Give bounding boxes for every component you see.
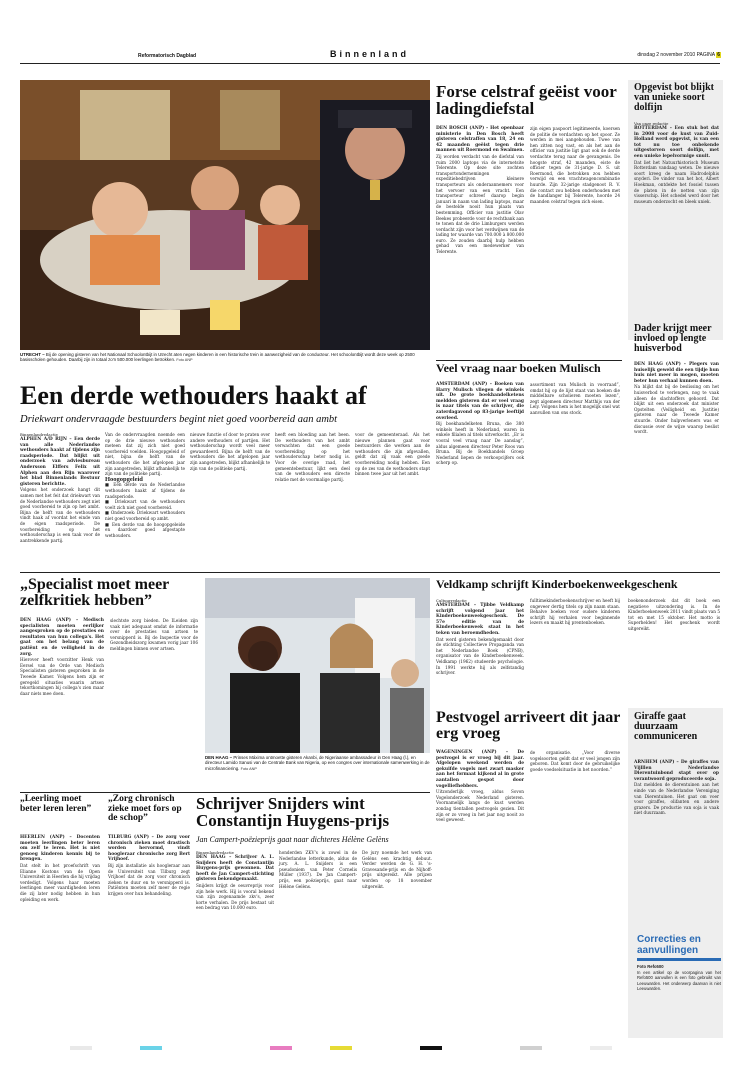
- print-swatch: [520, 1046, 542, 1050]
- corrections-text: [637, 964, 721, 992]
- leerlingen-body: Dat stelt in het proefschrift van Elianne Kostons van de Open Universiteit in Heerlen die hij vrijdag verdedigt. Volgens haar moeten leerlingen meer vaardigheden leren die zij later nodig hebben in hun opleiding en werk.: [20, 862, 100, 902]
- opgevist-body: Dat liet het Natuurhistorisch Museum Rotterdam vandaag weten. De nieuwe soort kreeg de naam Hadrodelphis snyderi. De vinder van het bot, Albert Hoekman, ontdekte het fossiel tussen de platen in de netten van zijn visserschip. Het schedel werd door het museum onderzocht en bleek uniek.: [634, 159, 719, 204]
- snijders-col1: [196, 850, 274, 911]
- header-date: dinsdag 2 november 2010: [637, 52, 696, 58]
- opgevist-source: Van onze redactie: [634, 121, 669, 126]
- print-swatch: [70, 1046, 92, 1050]
- mulisch-col1: [436, 382, 524, 466]
- pestvogel-body2: de organisatie. „Voor diverse vogelsoorten geldt dat er veel jongen zijn geboren. Dat komt door de gebruikelijke goede voedselsituatie in het noorden.”: [530, 750, 620, 772]
- caption-lead: UTRECHT –: [20, 352, 45, 357]
- print-swatch: [330, 1046, 352, 1050]
- giraffe-body: Dat meldden de dierentuinen aan het einde van de Nederlandse Vereniging van Dierentuinen. Het gaat om voer voor giraffes, olifanten en andere grazers. De productie van soja is vaak niet duurzaam.: [634, 782, 719, 816]
- pestvogel-headline: Pestvogel arriveert dit jaar erg vroeg: [436, 709, 621, 742]
- middle-photo-caption: [205, 755, 430, 772]
- wethouders-col2: [105, 432, 185, 538]
- veldkamp-body2: fulltimekinderboekenschrijver en heeft bij ongeveer dertig titels op zijn naam staan. Behalve boeken voor oudere kinderen schrijft hij verhalen voor beginnende lezers en maakt hij prentenboeken.: [530, 598, 620, 626]
- mulisch-headline: Veel vraag naar boeken Mulisch: [436, 361, 601, 375]
- forse-article-col1: [436, 126, 524, 255]
- opgevist-lead: ROTTERDAM – Een stuk bot dat in 2008 voor de kust van Zuid-Holland werd opgevist, is van een tot nu toe onbekende uitgestorven soort dolfijn, met een unieke lepelvormige snuit.: [634, 126, 719, 159]
- section-title: Binnenland: [330, 49, 409, 59]
- snijders-body2: honderden ZKV's is zowel in de Nederlandse letterkunde, aldus de jury. A. L. Snijders is een pseudoniem van Peter Cornelis Müller (1937). De Jan Campert-prijs, een poëzieprijs, gaat naar Hélène Gelèns.: [279, 850, 357, 889]
- page-label: PAGINA: [696, 52, 715, 58]
- snijders-col2: [279, 850, 357, 889]
- veldkamp-col1: [436, 598, 524, 676]
- snijders-body3: De jury noemde het werk van Gelèns een krachtig debuut. Verder werden de G. H. 's-Gravesande-prijs en de Nijhoff-prijs uitgereikt. Alle prijzen worden op 18 november uitgereikt.: [362, 850, 432, 889]
- wethouders-headline: Een derde wethouders haakt af: [20, 381, 367, 410]
- zorg-body: Bij zijn installatie als hoogleraar aan de Universiteit van Tilburg zegt Vrijhoef dat de zorg voor chronisch zieken te duur en te versnipperd is. Patiënten moeten zelf meer de regie krijgen over hun behandeling.: [108, 862, 190, 896]
- mulisch-col2: [530, 382, 620, 416]
- wethouders-bullets: [105, 482, 185, 538]
- pestvogel-col1: [436, 750, 524, 823]
- forse-lead: DEN BOSCH (ANP) – Het openbaar ministerie in Den Bosch heeft gisteren celstraffen van 18, 24 en 42 maanden geëist tegen drie mannen uit Roermond en Swalmen.: [436, 126, 524, 154]
- page-number: 6: [717, 52, 720, 58]
- specialist-body2: slechtste zorg bieden. De ILeiden zijn vaak niet adequaat omdat de informatie over de prestaties van artsen te versnipperd is. Bij de Inspectie voor de Gezondheidszorg kwamen vorig jaar 106 meldingen binnen over artsen.: [110, 618, 198, 651]
- specialist-headline: „Specialist moet meer zelfkritiek hebben”: [20, 576, 169, 609]
- snijders-lead: DEN HAAG – Schrijver A. L. Snijders heeft de Constantijn Huygens-prijs gewonnen. Dat heeft de Jan Campert-stichting gisteren bekendgemaakt.: [196, 855, 274, 883]
- print-swatch: [420, 1046, 442, 1050]
- opgevist-headline: Opgevist bot blijkt van unieke soort dolfijn: [634, 82, 715, 113]
- veldkamp-headline: Veldkamp schrijft Kinderboekenweekgeschenk: [436, 577, 678, 591]
- photo-credit: Foto ANP: [240, 766, 257, 771]
- veldkamp-lead: AMSTERDAM – Tjibbe Veldkamp schrijft volgend jaar het Kinderboekenweekgeschenk. De 57e editie van de Kinderboekenweek staat in het teken van beroemdheden.: [436, 603, 524, 636]
- wethouders-body5: voor de gemeenteraad. Als het nieuwe plannen gaat voor bestuurders die werken aan de wethouders die zijn afgevallen, geldt dat zij vaak een goede voorbereiding nodig hebben. Een op de zes van de wethouders stapt binnen twee jaar uit het ambt.: [355, 432, 430, 477]
- page-info: [637, 52, 721, 58]
- wethouders-body4: heeft een bloeding aan het been. De wethouders van het ambt verwachten dat een goede voorbereiding op het wethouderschap beter nodig is. Voor de overige raad, het gemeentebestuur, lijkt een deel van de wethouders een directe relatie met de voormalige partij.: [275, 432, 350, 482]
- wethouders-col4: [275, 432, 350, 482]
- header-rule: [20, 63, 720, 64]
- forse-body2: zijn eigen paspoort legitimeerde, koersen de politie de verdachten op het spoor. Ze werden in mei aangehouden. Twee van hen zitten nog vast, en als het aan de officier van justitie ligt gaat ook de derde verdachte terug naar de gevangenis. De hoogste straf, 42 maanden, eiste de officier tegen de 31-jarige D. S. uit Roermond, die betrokken zou hebben verwijd en een vrachtwagencombinatie huurde. Zijn 32-jarige stadgenoot R. V. die contact zou hebben onderhouden met de handlanger bij Telerente, hoorde 24 maanden celstraf tegen zich eisen.: [530, 126, 620, 204]
- giraffe-headline: Giraffe gaat duurzaam communiceren: [634, 711, 698, 742]
- bullet-item: ■ Driekwart van de wethouders voelt zich niet goed voorbereid.: [105, 499, 185, 510]
- pestvogel-lead: WAGENINGEN (ANP) – De pestvogel is er vroeg bij dit jaar. Afgelopen weekend werden de gekuifde vogels met zwart masker aan het formaat kijkend al in grote aantallen gespot door vogelliefhebbers.: [436, 750, 524, 789]
- pestvogel-body1: Uitzonderlijk vroeg, aldus Sovon Vogelonderzoek Nederland gisteren. Voornamelijk langs de kust werden zondag tientallen pestvogels gezien. Dit zijn er zo vroeg in het jaar nog nooit zo veel geweest.: [436, 789, 524, 823]
- wethouders-box-title: Hoogopgeleid: [105, 475, 143, 483]
- wethouders-col3: [190, 432, 270, 471]
- veldkamp-col3: [628, 598, 720, 632]
- opgevist-article: [634, 121, 719, 204]
- wethouders-body3: nieuwe functie of door te praten over andere wethouders of partijen. Het wethouderschap wordt veel meer gewaardeerd. Bijna de helft van de wethouders die het afgelopen jaar zijn aangetreden, blijkt afhankelijk te zijn van de politieke partij.: [190, 432, 270, 471]
- train-breakfast-photo: [20, 80, 430, 350]
- mulisch-body2: assortiment van Mulisch in voorraad”, omdat hij op de lijst staat van boeken die middelbare scholieren moeten lezen”, zegt algemeen directeur Matthijs van der Lely. Volgens hem is het mogelijk snel wat aanvullen van ons stock.: [530, 382, 620, 415]
- bullet-item: ■ Een derde van de Nederlandse wethouders haakt af tijdens de raadsperiode.: [105, 482, 185, 499]
- corrections-body: In een artikel op de voorpagina van het Refo500 aanvullen is een foto gebruikt van Leeuwarden. Het onderwerp daarvan is niet Leeuwarden.: [637, 969, 721, 992]
- veldkamp-col2: [530, 598, 620, 626]
- wethouders-body1: Volgens het onderzoek hangt dit samen met het feit dat driekwart van de Nederlandse wethouders zegt niet goed voorbereid te zijn op het ambt. Bijna de helft van de wethouders vindt haak af voordat het einde van de eigen raadsperiode. De voorbereiding op het wethouderschap is een taak voor de aantrekkende partij.: [20, 487, 100, 543]
- corrections-title: Correcties en aanvullingen: [637, 934, 701, 956]
- photo-credit: Foto ANP: [176, 358, 193, 363]
- zorg-headline: „Zorg chronisch zieke moet fors op de schop”: [108, 794, 182, 823]
- dader-article: [634, 362, 719, 435]
- corrections-photo-credit: Foto Refo500: [637, 964, 664, 969]
- print-swatch: [590, 1046, 612, 1050]
- wethouders-lead: ALPHEN A/D RIJN – Een derde van alle Nederlandse wethouders haakt af tijdens zijn raadsperiode. Dat blijkt uit onderzoek van adviesbureau Andersson Elffers Felix uit Alphen aan den Rijn waarover het blad Binnenlands Bestuur gisteren berichtte.: [20, 437, 100, 487]
- bullet-item: ■ Onderzoek: Driekwart wethouders niet goed voorbereid op ambt.: [105, 510, 185, 521]
- corrections-box: [637, 934, 721, 992]
- maxima-photo: [205, 578, 430, 753]
- snijders-subhead: Jan Campert-poëzieprijs gaat naar dichteres Hélène Gelèns: [196, 835, 389, 844]
- leerlingen-lead: HEERLEN (ANP) – Docenten moeten leerlingen beter leren om zelf te leren. Het is niet genoeg kinderen kennis bij te brengen.: [20, 835, 100, 863]
- snijders-headline: Schrijver Snijders wint Constantijn Huygens-prijs: [196, 794, 390, 830]
- snijders-body1: Snijders krijgt de oeuvreprijs voor zijn hele werk. Hij is vooral bekend van zijn zogenaamde zkv's, zeer korte verhalen. De prijs bestaat uit een bedrag van 10.000 euro.: [196, 882, 274, 911]
- snijders-source: Binnenlandredactie: [196, 850, 234, 855]
- pestvogel-col2: [530, 750, 620, 772]
- forse-article-col2: [530, 126, 620, 204]
- caption-lead: DEN HAAG –: [205, 755, 233, 760]
- caption-text: Bij de opening gisteren van het Nationaal Schoolontbijt in Utrecht aten negen kinderen in een historische trein in aanwezigheid van de conducteur. Het schoolontbijt wordt deze week op 2500 basisscholen gehouden. Daarbij zijn in totaal zo'n 500.000 leerlingen betrokken.: [20, 352, 415, 363]
- newspaper-name: Reformatorisch Dagblad: [138, 53, 197, 59]
- leerlingen-article: [20, 835, 100, 902]
- forse-body1: Zij worden verdacht van de diefstal van ruim 2000 laptops via de internetsite Telerente. Op deze site zochten transportondernemingen expeditiebedrijven kleinere transporteurs als onderaannemers voor het vervoer van een vracht. Een transporteur schreef daarop begin januari in naam van lading laptops, maar de bestelde nooit hun plaats van bestemming. Officier van justitie Olav Beekes probeerde voor de rechtbank aan te tonen dat de drie Limburgers werden verdacht zijn voor het verdwijnen van de lading ter waarde van 700.000 à 800.000 euro. Ze zouden daarbij hulp hebben gehad van een medewerker van Telerente.: [436, 153, 524, 255]
- opgevist-column: [628, 80, 723, 340]
- mulisch-lead: AMSTERDAM (ANP) – Boeken van Harry Mulisch vliegen de winkels uit. De grote boekhandelketens meldden gisteren dat er veel vraag is naar titels van de schrijver, die zaterdagavond op 83-jarige leeftijd overleed.: [436, 382, 524, 421]
- specialist-lead: DEN HAAG (ANP) – Medisch specialisten moeten eerlijker aangesproken op de prestaties en resultaten van hun collega's. Het gaat om het belang van de patiënt en de veiligheid in de zorg.: [20, 618, 104, 657]
- zorg-lead: TILBURG (ANP) – De zorg voor chronisch zieken moet drastisch worden hervormd, vindt hoogleraar chronische zorg Bert Vrijhoef.: [108, 835, 190, 863]
- specialist-body1: Hierover heeft voorzitter Henk van Eersel van de Orde van Medisch Specialisten gisteren gesproken in de Tweede Kamer. Volgens hem zijn er geregeld situaties waarin artsen tekortkomingen bij collega's zien maar daar niets mee doen.: [20, 657, 104, 696]
- specialist-col2: [110, 618, 198, 652]
- snijders-col3: [362, 850, 432, 889]
- specialist-col1: [20, 618, 104, 696]
- wethouders-subhead: Driekwart ondervraagde bestuurders begint niet goed voorbereid aan ambt: [20, 414, 338, 425]
- mid-rule: [20, 572, 720, 573]
- forse-headline: Forse celstraf geëist voor ladingdiefstal: [436, 82, 617, 118]
- leerlingen-headline: „Leerling moet beter leren leren”: [20, 794, 92, 814]
- veldkamp-body1: Dat werd gisteren bekendgemaakt door de stichting Collectieve Propaganda van het Nederlandse Boek (CPNB), organisator van de Kinderboekenweek. Veldkamp (1962) studeerde psychologie. In 1991 werkte hij als zelfstandig schrijver.: [436, 636, 524, 676]
- print-swatch: [140, 1046, 162, 1050]
- veldkamp-body3: boekenonderzoek dat dit boek een negatieve uitzondering is. In de Kinderboekenweek 2011 vindt plaats van 5 tot en met 15 oktober. Het motto is Superhelden! Het geschenk wordt uitgereikt.: [628, 598, 720, 631]
- dader-lead: DEN HAAG (ANP) – Plegers van huiselijk geweld die een tijdje hun huis niet meer in mogen, moeten beter hun verhaal kunnen doen.: [634, 362, 719, 384]
- wethouders-body2: Van de ondervraagden noemde een op de drie nieuwe wethouders meteen dat zij zich niet goed voorbereid voelden. Hoogopgeleid of niet, bijna de helft van de wethouders die het afgelopen jaar zijn aangetreden, blijkt afhankelijk te zijn van de politieke partij.: [105, 432, 185, 477]
- bullet-item: ■ Een derde van de hoogopgeleide en daardoor goed afgestapte wethouders.: [105, 521, 185, 538]
- wethouders-col5: [355, 432, 430, 477]
- top-photo-caption: [20, 352, 430, 364]
- dader-headline: Dader krijgt meer invloed op lengte huisverbod: [634, 323, 712, 354]
- mulisch-body1: Bij boekhandelketen Bruna, die 380 winkels heeft in Nederland, waren in enkele filialen al titels uitverkocht. „Er is vooral veel vraag naar De aanslag”, aldus algemeen directeur Peter Roos van Bruna. Bij de Boekhandels Groep Nederland liepen de verkoopcijfers ook scherp op.: [436, 421, 524, 466]
- wethouders-source: Binnenlandredactie: [20, 432, 58, 437]
- dader-body: Na blijkt dat bij de beslissing om het huisverbod te verlengen, nog te vaak alleen de slachtoffers gehoord. Dat blijkt uit een onderzoek dat minister Opstelten (Veiligheid en Justitie) gisteren naar de Tweede Kamer stuurde. Onder hulpverleners was er discussie over de wijze waarop beslist wordt.: [634, 384, 719, 435]
- giraffe-article: [634, 760, 719, 816]
- print-swatch: [270, 1046, 292, 1050]
- veldkamp-source: Cultuurredactie: [436, 598, 467, 603]
- caption-text: Prinses Máxima ontmoette gisteren Akanbi, de Nigeriaanse ambassadeur in Den Haag (l.), en directeur Lamido Sanusi van de Centrale Bank van Nigeria, op een congres over internationale samenwerking in de microfinanciering.: [205, 755, 430, 771]
- corrections-bar: [637, 958, 721, 961]
- zorg-article: [108, 835, 190, 897]
- lower-rule: [20, 792, 430, 793]
- wethouders-col1: [20, 432, 100, 543]
- giraffe-lead: ARNHEM (ANP) – De giraffes van Vijlllen Nederlandse Dierentuinbond stapt over op verantwoord geproduceerde soja.: [634, 760, 719, 782]
